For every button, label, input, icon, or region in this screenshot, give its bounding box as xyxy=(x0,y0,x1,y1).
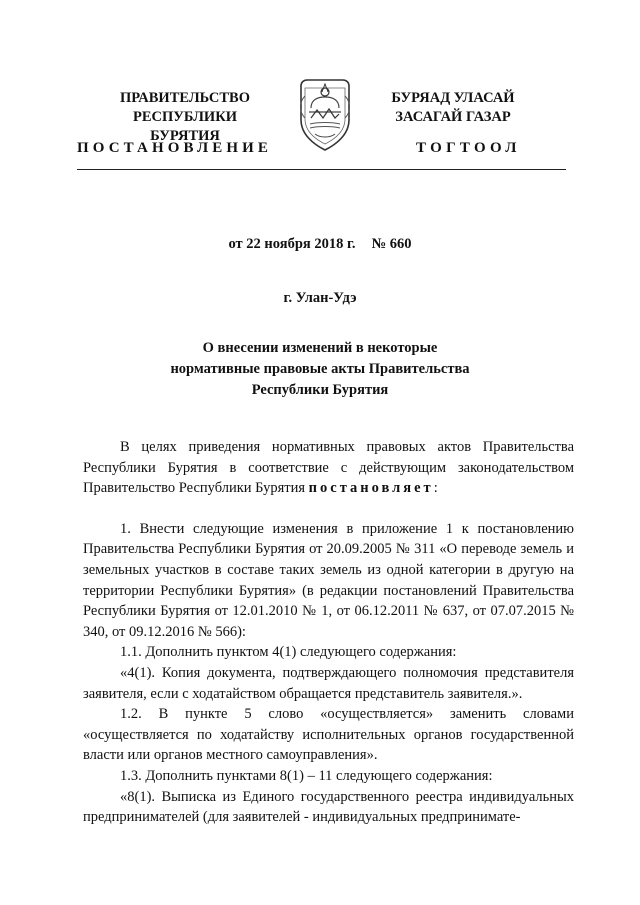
government-name-line2: РЕСПУБЛИКИ БУРЯТИЯ xyxy=(132,109,238,144)
title-line2: нормативные правовые акты Правительства xyxy=(170,361,470,377)
government-name-buryat-line1: БУРЯАД УЛАСАЙ xyxy=(391,90,515,106)
paragraph-8-1: «8(1). Выписка из Единого государственного реестра индивидуальных предпринимателей (для заявителей - индивидуальных предпринимате- xyxy=(83,788,574,826)
document-body xyxy=(83,437,574,828)
paragraph-1-1: 1.1. Дополнить пунктом 4(1) следующего содержания: xyxy=(120,644,457,661)
preamble-paragraph xyxy=(83,437,574,499)
title-line3: Республики Бурятия xyxy=(251,382,389,398)
government-name-russian xyxy=(100,89,270,146)
paragraph-1-3: 1.3. Дополнить пунктами 8(1) – 11 следующего содержания: xyxy=(120,767,493,784)
document-date: от 22 ноября 2018 г. xyxy=(228,236,356,252)
government-name-buryat xyxy=(368,89,538,127)
title-line1: О внесении изменений в некоторые xyxy=(202,340,438,356)
doc-type-buryat: ТОГТООЛ xyxy=(416,140,521,156)
government-name-line1: ПРАВИТЕЛЬСТВО xyxy=(120,90,250,106)
coat-of-arms-icon xyxy=(295,72,355,152)
preamble-text: В целях приведения нормативных правовых актов Правительства Республики Бурятия в соответствие с действующим законодательством Правительство Республики Бурятия xyxy=(83,439,574,497)
city: г. Улан-Удэ xyxy=(283,290,357,306)
paragraph-1-1-text: «4(1). Копия документа, подтверждающего полномочия представителя заявителя, если с ходатайством обращается представитель заявителя.». xyxy=(83,664,574,702)
document-number: № 660 xyxy=(371,236,412,252)
government-name-buryat-line2: ЗАСАГАЙ ГАЗАР xyxy=(395,109,511,125)
date-number-line xyxy=(0,236,640,253)
doc-type-russian: ПОСТАНОВЛЕНИЕ xyxy=(77,140,273,156)
paragraph-1-2: 1.2. В пункте 5 слово «осуществляется» заменить словами «осуществляется по ходатайству исполнительных органов государственной власти или органов местного самоуправления». xyxy=(83,706,574,764)
header-divider xyxy=(77,169,566,170)
preamble-end: : xyxy=(433,480,438,497)
document-title xyxy=(120,338,520,401)
resolves-word: постановляет xyxy=(308,480,434,497)
paragraph-1: 1. Внести следующие изменения в приложение 1 к постановлению Правительства Республики Бурятия от 20.09.2005 № 311 «О переводе земель и земельных участков в составе таких земель из одной категории в другую на территории Республики Бурятия» (в редакции постановлений Правительства Республики Бурятия от 12.01.2010 № 1, от 06.12.2011 № 637, от 07.07.2015 № 340, от 09.12.2016 № 566): xyxy=(83,520,574,640)
